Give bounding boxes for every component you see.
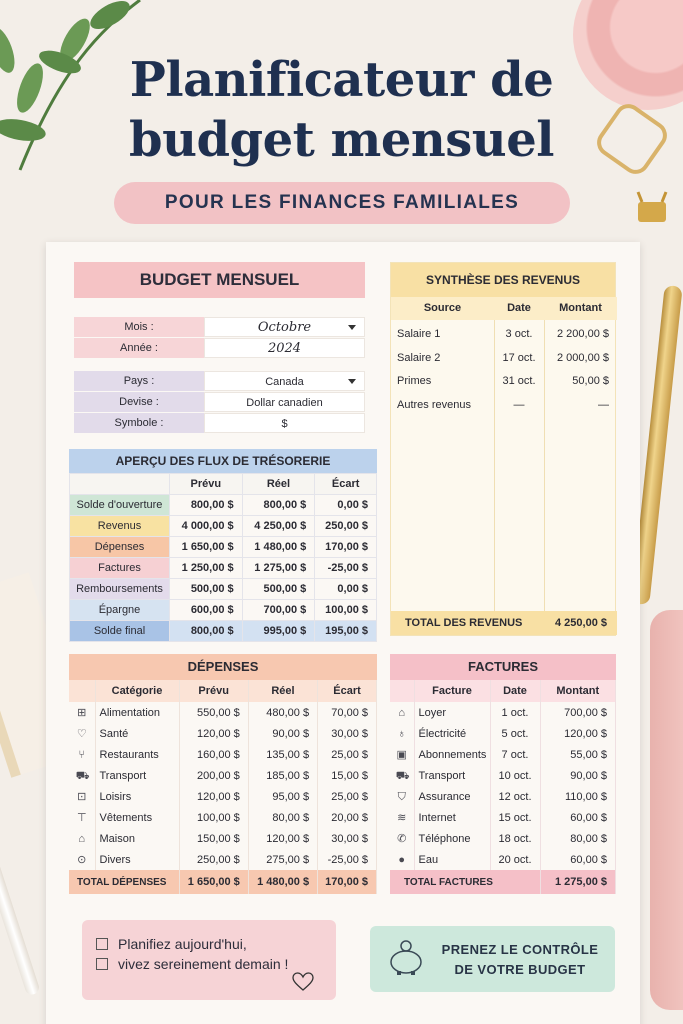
bills-table	[390, 680, 616, 894]
cell-diff: 100,00 $	[315, 600, 377, 621]
row-label: Factures	[70, 558, 170, 579]
expense-category: Alimentation	[95, 702, 179, 723]
revenue-source: Primes	[397, 375, 432, 387]
cell-planned: 250,00 $	[179, 849, 248, 870]
column-header: Prévu	[170, 474, 243, 495]
bill-amount: 80,00 $	[540, 828, 616, 849]
cell-actual: 480,00 $	[248, 702, 317, 723]
bills-total-row: TOTAL FACTURES 1 275,00 $	[390, 870, 616, 894]
expense-row	[69, 828, 377, 849]
expense-category: Santé	[95, 723, 179, 744]
bill-row	[390, 828, 616, 849]
bill-row	[390, 744, 616, 765]
bill-name: Abonnements	[414, 744, 490, 765]
expense-category: Divers	[95, 849, 179, 870]
bill-amount: 55,00 $	[540, 744, 616, 765]
column-header: Prévu	[179, 680, 248, 702]
chevron-down-icon	[348, 325, 356, 330]
cell-diff: 25,00 $	[318, 786, 377, 807]
cell-actual: 500,00 $	[242, 579, 315, 600]
cell-actual: 120,00 $	[248, 828, 317, 849]
phone-icon: ✆	[397, 832, 407, 845]
column-header: Écart	[318, 680, 377, 702]
bill-row	[390, 849, 616, 870]
revenue-source: Salaire 2	[397, 351, 441, 364]
wifi-icon: ≋	[397, 811, 407, 824]
row-label: Solde final	[70, 621, 170, 642]
bill-date: 15 oct.	[490, 807, 540, 828]
bill-amount: 110,00 $	[540, 786, 616, 807]
expense-row	[69, 765, 377, 786]
column-header: Facture	[414, 680, 490, 702]
checkbox-icon	[96, 938, 108, 950]
country-select[interactable]: Canada	[204, 371, 365, 391]
revenue-source: Autres revenus	[397, 398, 471, 411]
bill-date: 18 oct.	[490, 828, 540, 849]
water-drop-icon: ●	[398, 853, 406, 866]
expense-row	[69, 807, 377, 828]
expenses-section	[69, 654, 377, 894]
cell-diff: 170,00 $	[315, 537, 377, 558]
cell-actual: 185,00 $	[248, 765, 317, 786]
gift-icon: ⊡	[77, 790, 87, 803]
checkbox-icon	[96, 958, 108, 970]
cell-diff: 30,00 $	[318, 828, 377, 849]
cashflow-table	[69, 473, 377, 642]
cell-diff: 70,00 $	[318, 702, 377, 723]
cell-planned: 800,00 $	[170, 495, 243, 516]
year-label: Année :	[74, 338, 204, 358]
bill-amount: 120,00 $	[540, 723, 616, 744]
quote-card	[82, 920, 336, 1000]
cell-actual: 700,00 $	[242, 600, 315, 621]
bill-amount: 60,00 $	[540, 849, 616, 870]
cell-diff: 20,00 $	[318, 807, 377, 828]
cell-actual: 800,00 $	[242, 495, 315, 516]
currency-field[interactable]: Dollar canadien	[204, 392, 365, 412]
country-label: Pays :	[74, 371, 204, 391]
currency-label: Devise :	[74, 392, 204, 412]
subtitle-banner: POUR LES FINANCES FAMILIALES	[114, 182, 570, 224]
bill-amount: 60,00 $	[540, 807, 616, 828]
bill-name: Assurance	[414, 786, 490, 807]
revenue-amount: 2 000,00 $	[557, 351, 609, 364]
revenue-date: 17 oct.	[502, 351, 536, 364]
row-label: Revenus	[70, 516, 170, 537]
cell-actual: 1 480,00 $	[242, 537, 315, 558]
cashflow-row	[70, 600, 377, 621]
cell-planned: 550,00 $	[179, 702, 248, 723]
expense-row	[69, 723, 377, 744]
misc-icon: ⊙	[77, 853, 87, 866]
expense-category: Vêtements	[95, 807, 179, 828]
month-select[interactable]: Octobre	[204, 317, 365, 337]
expenses-total-row: TOTAL DÉPENSES 1 650,00 $ 1 480,00 $ 170,00 $	[69, 870, 377, 894]
revenue-total-row: TOTAL DES REVENUS 4 250,00 $	[391, 611, 617, 635]
column-header: Réel	[248, 680, 317, 702]
cell-actual: 1 275,00 $	[242, 558, 315, 579]
expenses-table	[69, 680, 377, 894]
cell-diff: 25,00 $	[318, 744, 377, 765]
bill-date: 20 oct.	[490, 849, 540, 870]
revenue-date: 31 oct.	[502, 375, 536, 387]
expense-category: Loisirs	[95, 786, 179, 807]
bulb-icon: ♁	[397, 727, 406, 740]
house-icon: ⌂	[398, 706, 406, 719]
cashflow-row	[70, 579, 377, 600]
cashflow-row	[70, 495, 377, 516]
bill-row	[390, 723, 616, 744]
cell-actual: 995,00 $	[242, 621, 315, 642]
chevron-down-icon	[348, 379, 356, 384]
bill-name: Transport	[414, 765, 490, 786]
revenue-title: SYNTHÈSE DES REVENUS	[391, 263, 615, 297]
expenses-title: DÉPENSES	[69, 654, 377, 680]
revenue-amount: 2 200,00 $	[557, 328, 609, 340]
basket-icon: ⊞	[77, 706, 87, 719]
cell-planned: 1 650,00 $	[170, 537, 243, 558]
bill-date: 12 oct.	[490, 786, 540, 807]
cashflow-row	[70, 516, 377, 537]
cell-diff: -25,00 $	[318, 849, 377, 870]
cell-planned: 100,00 $	[179, 807, 248, 828]
quote-line-1: Planifiez aujourd'hui,	[96, 936, 247, 952]
expense-row	[69, 702, 377, 723]
cta-text: PRENEZ LE CONTRÔLE DE VOTRE BUDGET	[441, 942, 599, 977]
column-header: Catégorie	[95, 680, 179, 702]
revenue-amount: 50,00 $	[572, 375, 609, 387]
title-line-2: budget mensuel	[129, 112, 554, 168]
expense-row	[69, 786, 377, 807]
row-label: Dépenses	[70, 537, 170, 558]
cell-planned: 160,00 $	[179, 744, 248, 765]
row-label: Solde d'ouverture	[70, 495, 170, 516]
column-header: Montant	[540, 680, 616, 702]
bill-row	[390, 786, 616, 807]
bill-name: Internet	[414, 807, 490, 828]
budget-header: BUDGET MENSUEL	[74, 262, 365, 298]
expense-category: Transport	[95, 765, 179, 786]
year-field[interactable]: 2024	[204, 338, 365, 358]
bill-name: Eau	[414, 849, 490, 870]
cell-actual: 95,00 $	[248, 786, 317, 807]
symbol-field[interactable]: $	[204, 413, 365, 433]
subscription-icon: ▣	[396, 748, 407, 761]
expense-category: Maison	[95, 828, 179, 849]
heart-icon	[292, 972, 314, 992]
column-header: Écart	[315, 474, 377, 495]
bill-date: 1 oct.	[490, 702, 540, 723]
cell-diff: 15,00 $	[318, 765, 377, 786]
cashflow-row	[70, 537, 377, 558]
expense-row	[69, 744, 377, 765]
cell-actual: 135,00 $	[248, 744, 317, 765]
cell-actual: 275,00 $	[248, 849, 317, 870]
cell-diff: 195,00 $	[315, 621, 377, 642]
cashflow-title: APERÇU DES FLUX DE TRÉSORERIE	[69, 449, 377, 473]
bill-date: 7 oct.	[490, 744, 540, 765]
month-label: Mois :	[74, 317, 204, 337]
row-label: Épargne	[70, 600, 170, 621]
column-header: Date	[490, 680, 540, 702]
car-icon: ⛟	[75, 769, 90, 782]
cell-diff: 30,00 $	[318, 723, 377, 744]
cell-actual: 80,00 $	[248, 807, 317, 828]
revenue-amount: —	[598, 398, 609, 411]
bill-amount: 90,00 $	[540, 765, 616, 786]
bill-row	[390, 765, 616, 786]
column-header: Réel	[242, 474, 315, 495]
title-line-1: Planificateur de	[129, 52, 554, 108]
shirt-icon: ⊤	[76, 811, 87, 824]
cell-planned: 1 250,00 $	[170, 558, 243, 579]
cell-planned: 120,00 $	[179, 723, 248, 744]
heart-icon: ♡	[76, 727, 87, 740]
revenue-date: —	[513, 398, 525, 411]
bill-date: 10 oct.	[490, 765, 540, 786]
quote-line-2: vivez sereinement demain !	[96, 956, 288, 972]
bills-section	[390, 654, 616, 894]
white-pen-decoration	[0, 764, 41, 997]
revenue-header-row: Source Date Montant	[391, 297, 617, 320]
expense-row	[69, 849, 377, 870]
cell-planned: 800,00 $	[170, 621, 243, 642]
cell-diff: 0,00 $	[315, 495, 377, 516]
revenue-row	[391, 323, 617, 346]
cell-diff: 0,00 $	[315, 579, 377, 600]
piggy-bank-icon	[386, 938, 426, 978]
car-icon: ⛟	[395, 769, 410, 782]
symbol-label: Symbole :	[74, 413, 204, 433]
binder-clip-decoration	[632, 190, 672, 226]
shield-icon: ⛉	[397, 790, 406, 803]
cashflow-row	[70, 558, 377, 579]
bill-date: 5 oct.	[490, 723, 540, 744]
cell-planned: 120,00 $	[179, 786, 248, 807]
cell-planned: 500,00 $	[170, 579, 243, 600]
house-icon: ⌂	[78, 832, 86, 845]
bill-row	[390, 807, 616, 828]
cashflow-section	[69, 449, 377, 642]
bill-name: Électricité	[414, 723, 490, 744]
page-title	[0, 50, 683, 170]
bill-amount: 700,00 $	[540, 702, 616, 723]
cell-actual: 90,00 $	[248, 723, 317, 744]
take-control-card	[370, 926, 615, 992]
cell-planned: 600,00 $	[170, 600, 243, 621]
cell-diff: -25,00 $	[315, 558, 377, 579]
bill-name: Téléphone	[414, 828, 490, 849]
bill-name: Loyer	[414, 702, 490, 723]
cell-planned: 200,00 $	[179, 765, 248, 786]
cell-diff: 250,00 $	[315, 516, 377, 537]
cell-planned: 4 000,00 $	[170, 516, 243, 537]
revenue-source: Salaire 1	[397, 328, 441, 340]
utensils-icon: ⑂	[78, 748, 86, 761]
revenue-row	[391, 347, 617, 370]
cell-actual: 4 250,00 $	[242, 516, 315, 537]
revenue-date: 3 oct.	[505, 328, 533, 340]
revenue-row	[391, 370, 617, 393]
cashflow-row	[70, 621, 377, 642]
revenue-row	[391, 394, 617, 417]
pink-cloth-decoration	[650, 610, 683, 1010]
cell-planned: 150,00 $	[179, 828, 248, 849]
row-label: Remboursements	[70, 579, 170, 600]
revenue-section	[390, 262, 616, 636]
bills-title: FACTURES	[390, 654, 616, 680]
expense-category: Restaurants	[95, 744, 179, 765]
bill-row	[390, 702, 616, 723]
